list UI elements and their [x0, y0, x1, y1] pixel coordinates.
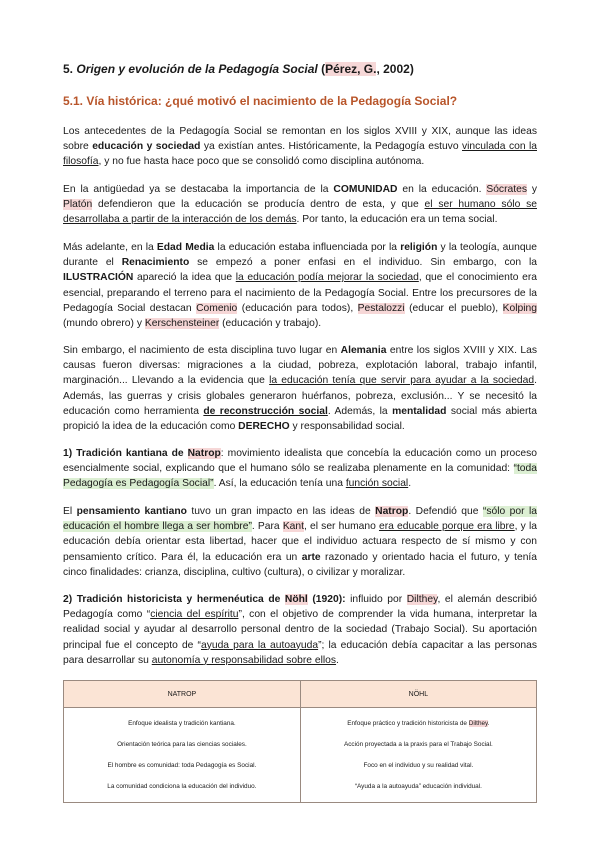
table-row	[64, 755, 537, 776]
paragraph-edad-media: Más adelante, en la Edad Media la educación estaba influenciada por la religión y la teología, aunque durante el Renacimiento se empezó a poner enfasi en el individuo. Sin embargo, con la ILUSTRACIÓN apareció la idea que la educación podía mejorar la sociedad, que el conocimiento era esencial, preparando el terreno para el nacimiento de la Pedagogía Social. Entre los precursores de la Pedagogía Social destacan Comenio (educación para todos), Pestalozzi (educar el pueblo), Kolping (mundo obrero) y Kerschensteiner (educación y trabajo).	[63, 242, 537, 330]
table-cell-nohl: “Ayuda a la autoayuda” educación individual.	[300, 776, 536, 803]
table-header-row	[64, 681, 537, 708]
table-cell-natrop: Orientación teórica para las ciencias sociales.	[64, 734, 301, 755]
table-cell-natrop: El hombre es comunidad: toda Pedagogía es Social.	[64, 755, 301, 776]
table-cell-natrop: Enfoque idealista y tradición kantiana.	[64, 708, 301, 735]
paragraph-pensamiento-kantiano: El pensamiento kantiano tuvo un gran impacto en las ideas de Natrop. Defendió que “sólo por la educación el hombre llega a ser hombre”. Para Kant, el ser humano era educable porque era libre, y la educación debía orientar esta libertad, hacer que el individuo actuara respecto de sí mismo y con pensamiento crítico. Para él, la educación era un arte razonado y orientado hacia el futuro, y tenía cinco finalidades: crianza, disciplina, cultivo (cultura), o civilizar y moralizar.	[63, 506, 538, 578]
table-cell-nohl: Foco en el individuo y su realidad vital.	[300, 755, 536, 776]
author-highlight: Pérez, G.	[325, 62, 377, 76]
table-cell-nohl: Acción proyectada a la praxis para el Trabajo Social.	[300, 734, 536, 755]
table-row	[64, 734, 537, 755]
paragraph-antecedentes: Los antecedentes de la Pedagogía Social se remontan en los siglos XVIII y XIX, aunque las ideas sobre educación y sociedad ya existían antes. Históricamente, la Pedagogía estuvo vinculada con la filosofía, y no fue hasta hace poco que se consolidó como disciplina autónoma.	[63, 126, 537, 168]
table-cell-nohl: Enfoque práctico y tradición historicista de Dilthey.	[300, 708, 536, 735]
section-heading: 5. Origen y evolución de la Pedagogía Social (Pérez, G., 2002)	[63, 62, 414, 76]
paragraph-antiguedad: En la antigüedad ya se destacaba la importancia de la COMUNIDAD en la educación. Sócrates y Platón defendieron que la educación se producía dentro de esta, y que el ser humano sólo se desarrollaba a partir de la interacción de los demás. Por tanto, la educación era un tema social.	[63, 184, 538, 226]
table-row	[64, 776, 537, 803]
table-cell-natrop: La comunidad condiciona la educación del individuo.	[64, 776, 301, 803]
table-row	[64, 708, 537, 735]
paragraph-tradicion-kantiana: 1) Tradición kantiana de Natrop: movimiento idealista que concebía la educación como un proceso esencialmente social, explicando que el humano sólo se realizaba plenamente en la comunidad: “toda Pedagogía es Pedagogía Social”. Así, la educación tenía una función social.	[63, 448, 537, 490]
comparison-table	[63, 680, 537, 803]
paragraph-alemania: Sin embargo, el nacimiento de esta disciplina tuvo lugar en Alemania entre los siglos XVIII y XIX. Las causas fueron diversas: migraciones a la ciudad, pobreza, explotación laboral, trabajo infantil, marginación... Llevando a la evidencia que la educación tenía que servir para ayudar a la sociedad. Además, las guerras y crisis globales generaron huérfanos, pobreza, exclusión... Y se necesitó la educación como herramienta de reconstrucción social. Además, la mentalidad social más abierta propició la idea de la educación como DERECHO y responsabilidad social.	[63, 345, 537, 433]
table-header-nohl: NÖHL	[300, 681, 536, 708]
table-header-natrop: NATROP	[64, 681, 301, 708]
subsection-heading: 5.1. Vía histórica: ¿qué motivó el nacimiento de la Pedagogía Social?	[63, 94, 458, 108]
paragraph-tradicion-historicista: 2) Tradición historicista y hermenéutica de Nöhl (1920): influido por Dilthey, el alemán describió Pedagogía como “ciencia del espíritu”, con el objetivo de comprender la vida humana, interpretar la realidad social y ayudar al desarrollo personal dentro de la sociedad (Trabajo Social). Su aportación principal fue el concepto de “ayuda para la autoayuda”; la educación debía capacitar a las personas para desarrollar su autonomía y responsabilidad sobre ellos.	[63, 594, 538, 666]
